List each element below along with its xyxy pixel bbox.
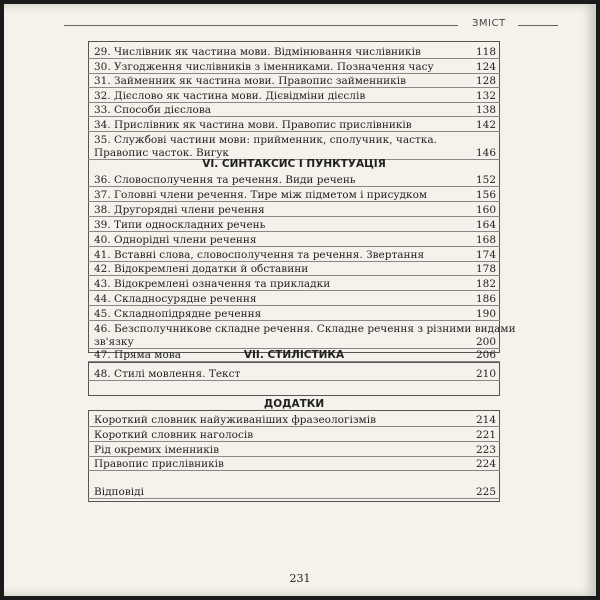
toc-entry[interactable] (88, 263, 500, 277)
toc-entry-rule (88, 102, 500, 103)
toc-entry[interactable] (88, 61, 500, 75)
toc-entry-title: 32. Дієслово як частина мови. Дієвідміни дієслів (94, 89, 366, 102)
toc-entry-rule (88, 201, 500, 202)
toc-entry-page: 132 (475, 89, 496, 102)
toc-entry-rule (88, 380, 500, 381)
header-rule-left (64, 25, 458, 26)
toc-entry-rule (88, 275, 500, 276)
toc-entry[interactable] (88, 189, 500, 203)
toc-entry-title: 47. Пряма мова (94, 349, 181, 361)
toc-entry-title: 39. Типи односкладних речень (94, 218, 266, 231)
toc-entry-page: 206 (475, 349, 496, 361)
toc-entry-rule (88, 456, 500, 457)
toc-entry-title: Короткий словник найуживаніших фразеологізмів (94, 414, 376, 426)
toc-entry-title: 44. Складносурядне речення (94, 293, 257, 306)
toc-entry-title: 41. Вставні слова, словосполучення та речення. Звертання (94, 248, 425, 261)
toc-entry-title: Правопис прислівників (94, 458, 224, 471)
book-page (4, 4, 596, 596)
page-number: 231 (289, 572, 311, 585)
toc-entry-page: 118 (475, 46, 496, 58)
page-header (4, 14, 596, 30)
toc-entry-page: 142 (475, 119, 496, 131)
toc-entry[interactable] (88, 75, 500, 89)
header-title: ЗМІСТ (472, 18, 506, 29)
toc-entry-title: 31. Займенник як частина мови. Правопис займенників (94, 75, 406, 88)
toc-entry-rule (88, 87, 500, 88)
toc-entry-rule (88, 131, 500, 132)
toc-entry[interactable] (88, 486, 500, 500)
toc-entry-rule (88, 426, 500, 427)
toc-entry[interactable] (88, 293, 500, 307)
toc-entry-page: 146 (475, 146, 496, 159)
toc-entry[interactable] (88, 46, 500, 60)
toc-entry-title: 40. Однорідні члени речення (94, 233, 257, 246)
toc-entry[interactable] (88, 458, 500, 472)
toc-entry-page: 200 (475, 336, 496, 348)
toc-entry-title: 29. Числівник як частина мови. Відмінювання числівників (94, 46, 421, 58)
toc-entry-title: 37. Головні члени речення. Тире між підметом і присудком (94, 188, 428, 201)
toc-entry[interactable] (88, 219, 500, 233)
toc-entry-rule (88, 361, 500, 362)
toc-entry-page: 174 (475, 248, 496, 261)
toc-entry-rule (88, 498, 500, 499)
toc-entry-title: Короткий словник наголосів (94, 428, 254, 441)
toc-entry-page: 225 (475, 486, 496, 498)
toc-entry-page: 128 (475, 75, 496, 88)
toc-entry-title-cont: зв'язку (94, 336, 134, 348)
toc-entry[interactable] (88, 204, 500, 218)
toc-entry[interactable] (88, 444, 500, 458)
toc-entry-title: 33. Способи дієслова (94, 104, 211, 117)
toc-entry[interactable] (88, 249, 500, 263)
toc-entry-title: 48. Стилі мовлення. Текст (94, 368, 241, 380)
toc-entry-rule (88, 58, 500, 59)
toc-entry-title: 35. Службові частини мови: прийменник, сполучник, частка. (94, 133, 437, 146)
toc-entry[interactable] (88, 429, 500, 443)
toc-entry[interactable] (88, 90, 500, 104)
toc-entry-title: 34. Прислівник як частина мови. Правопис прислівників (94, 119, 412, 131)
toc-entry-title-cont: Правопис часток. Вигук (94, 146, 229, 159)
toc-entry-title: 46. Безсполучникове складне речення. Складне речення з різними видами (94, 323, 516, 335)
toc-entry-page: 164 (475, 218, 496, 231)
toc-entry-title: 43. Відокремлені означення та прикладки (94, 278, 331, 291)
toc-entry-page: 124 (475, 60, 496, 73)
toc-entry-page: 224 (475, 458, 496, 471)
toc-entry[interactable] (88, 119, 500, 133)
toc-entry-rule (88, 186, 500, 187)
toc-entry-rule (88, 441, 500, 442)
toc-entry-page: 156 (475, 188, 496, 201)
toc-entry-title: 42. Відокремлені додатки й обставини (94, 263, 309, 276)
toc-entry-rule (88, 305, 500, 306)
toc-entry[interactable] (88, 308, 500, 322)
section-title: VI. СИНТАКСИС І ПУНКТУАЦІЯ (202, 158, 386, 170)
toc-entry-page: 223 (475, 443, 496, 456)
toc-entry-rule (88, 231, 500, 232)
toc-entry[interactable] (88, 278, 500, 292)
toc-entry-rule (88, 470, 500, 471)
toc-entry-title: Рід окремих іменників (94, 443, 220, 456)
section-title: VII. СТИЛІСТИКА (243, 349, 345, 361)
toc-entry-rule (88, 73, 500, 74)
toc-entry[interactable] (88, 104, 500, 118)
toc-entry-page: 186 (475, 293, 496, 306)
toc-entry-rule (88, 216, 500, 217)
toc-entry-page: 152 (475, 174, 496, 186)
toc-entry-page: 160 (475, 203, 496, 216)
toc-entry-rule (88, 116, 500, 117)
toc-entry-page: 190 (475, 308, 496, 321)
toc-entry-rule (88, 320, 500, 321)
toc-entry-rule (88, 246, 500, 247)
toc-entry-title: 38. Другорядні члени речення (94, 203, 265, 216)
toc-entry[interactable] (88, 174, 500, 188)
toc-entry-page: 182 (475, 278, 496, 291)
section-title: ДОДАТКИ (263, 398, 325, 410)
toc-entry[interactable] (88, 234, 500, 248)
toc-entry-page: 214 (475, 414, 496, 426)
toc-entry-page: 210 (475, 368, 496, 380)
toc-entry-title: 30. Узгодження числівників з іменниками. Позначення часу (94, 60, 434, 73)
toc-entry-page: 178 (475, 263, 496, 276)
toc-entry-rule (88, 290, 500, 291)
toc-entry-title: Відповіді (94, 486, 144, 498)
toc-entry-title: 36. Словосполучення та речення. Види речень (94, 174, 356, 186)
toc-entry[interactable] (88, 323, 516, 349)
toc-entry-page: 221 (475, 428, 496, 441)
toc-entry[interactable] (88, 134, 500, 160)
toc-entry[interactable] (88, 414, 500, 428)
header-rule-right (518, 25, 558, 26)
toc-entry-title: 45. Складнопідрядне речення (94, 308, 262, 321)
toc-entry-page: 168 (475, 233, 496, 246)
toc-entry[interactable] (88, 368, 500, 382)
toc-entry-rule (88, 261, 500, 262)
toc-entry-page: 138 (475, 104, 496, 117)
